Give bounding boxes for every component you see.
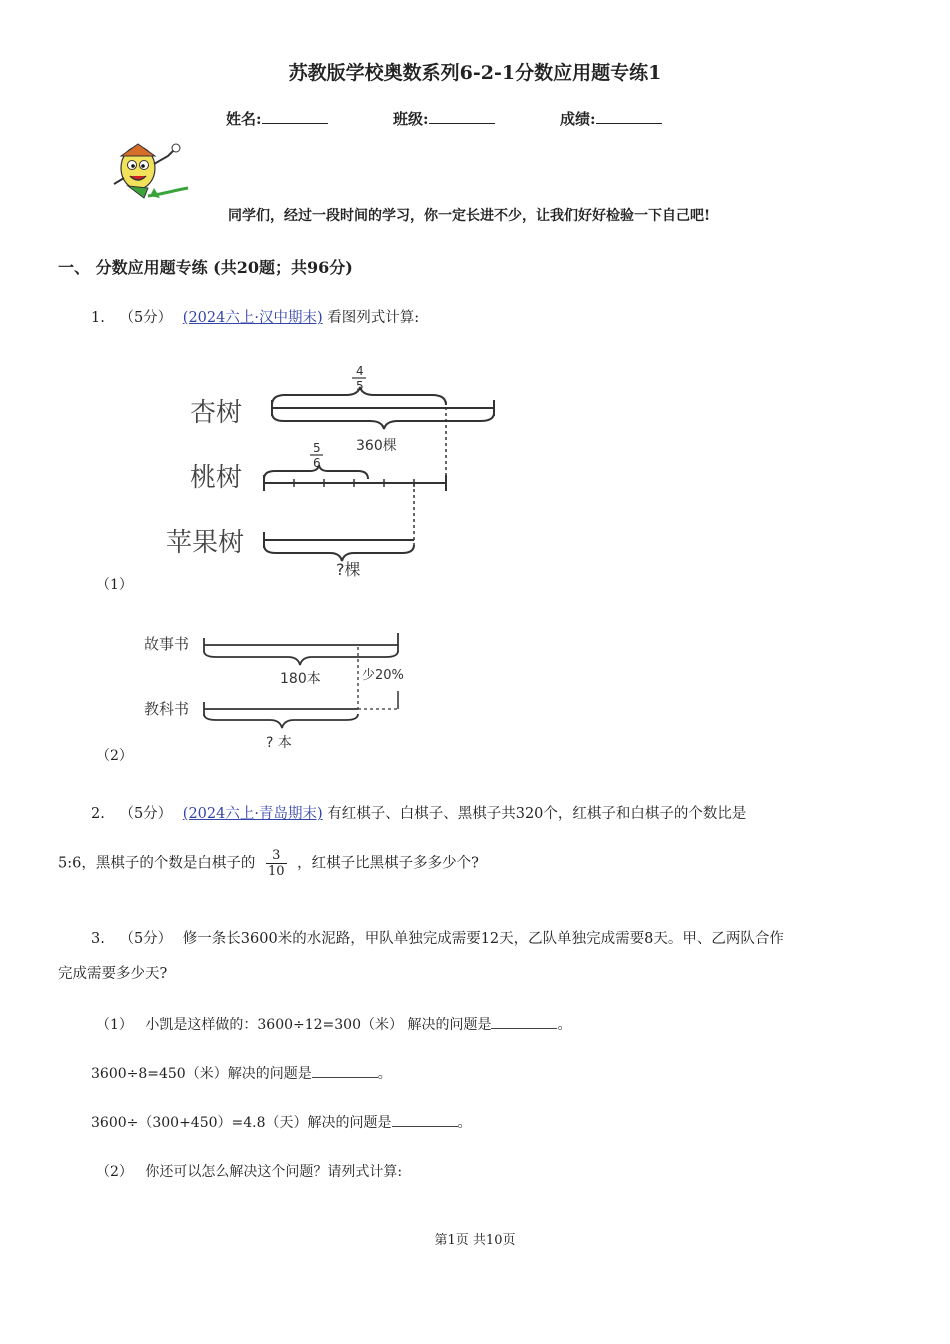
q3-sub2 (96, 1161, 402, 1181)
label-textbooks: 教科书 (144, 700, 190, 718)
label-apricot: 杏树 (190, 398, 243, 428)
q1-text: 看图列式计算: (327, 310, 420, 326)
q3-text-b: 完成需要多少天? (58, 966, 168, 982)
q3-text-a: 修一条长3600米的水泥路，甲队单独完成需要12天，乙队单独完成需要8天。甲、乙两队合作 (182, 931, 784, 947)
name-field[interactable] (226, 108, 328, 129)
q3-sub1 (96, 1014, 571, 1034)
pencil-mascot-icon (108, 138, 192, 204)
q3-sub2-label: （2） (96, 1164, 133, 1180)
name-blank[interactable] (262, 109, 328, 124)
q2-text-c: ，红棋子比黑棋子多多少个? (297, 855, 479, 872)
label-peach: 桃树 (190, 463, 243, 493)
class-blank[interactable] (429, 109, 495, 124)
diagram-tree-bars (160, 355, 505, 585)
q3-sub1-label: （1） (96, 1017, 133, 1033)
label-less-20: 少20% (362, 668, 404, 683)
q2-text-b: 5:6，黑棋子的个数是白棋子的 (58, 855, 256, 872)
question-1 (91, 306, 419, 327)
q3-sub1-text: 小凯是这样做的：3600÷12=300（米） 解决的问题是 (145, 1017, 492, 1033)
q1-number: 1. (91, 310, 105, 326)
q3-sub1-end: 。 (557, 1017, 572, 1033)
question-3 (91, 927, 784, 948)
q1-sub2-label: （2） (96, 748, 133, 764)
class-field[interactable] (393, 108, 495, 129)
frac1-den: 5 (356, 379, 364, 393)
q3-line-3-text: 3600÷（300+450）=4.8（天）解决的问题是 (91, 1115, 392, 1131)
q2-text-a: 有红棋子、白棋子、黑棋子共320个，红棋子和白棋子的个数比是 (327, 806, 747, 822)
q2-line-2 (58, 848, 479, 879)
score-field[interactable] (560, 108, 662, 129)
q3-blank-2[interactable] (312, 1065, 378, 1078)
q3-sub2-text: 你还可以怎么解决这个问题？请列式计算: (145, 1164, 403, 1180)
q2-frac-den: 10 (267, 864, 285, 879)
label-q-trees: ?棵 (336, 560, 361, 579)
q2-frac-num: 3 (266, 848, 287, 864)
q3-line-3-end: 。 (457, 1115, 472, 1131)
frac2-num: 5 (313, 441, 321, 455)
q3-blank-3[interactable] (392, 1114, 458, 1127)
q3-blank-1[interactable] (491, 1016, 557, 1029)
score-label: 成绩: (560, 110, 596, 128)
frac2-den: 6 (313, 456, 321, 470)
score-blank[interactable] (596, 109, 662, 124)
name-label: 姓名: (226, 110, 262, 128)
q3-points: （5分） (119, 931, 173, 947)
q1-points: （5分） (119, 310, 173, 326)
q3-line-3 (91, 1112, 472, 1132)
label-apple: 苹果树 (166, 528, 245, 558)
label-360: 360棵 (356, 438, 397, 454)
q3-line-2-end: 。 (377, 1066, 392, 1082)
page-title: 苏教版学校奥数系列6-2-1分数应用题专练1 (288, 62, 662, 84)
diagram-book-bars (140, 625, 420, 755)
label-q-books: ? 本 (266, 735, 292, 751)
q1-sub1-label: （1） (96, 577, 133, 593)
q3-line-2-text: 3600÷8=450（米）解决的问题是 (91, 1066, 312, 1082)
q3-number: 3. (91, 931, 105, 947)
q2-points: （5分） (119, 806, 173, 822)
section-title: 一、 分数应用题专练 (共20题；共96分) (58, 258, 353, 277)
q2-number: 2. (91, 806, 105, 822)
question-2 (91, 802, 746, 823)
class-label: 班级: (393, 110, 429, 128)
greeting-text: 同学们，经过一段时间的学习，你一定长进不少，让我们好好检验一下自己吧! (228, 208, 711, 224)
q1-source-link[interactable]: (2024六上·汉中期末) (182, 310, 323, 326)
q3-line-2 (91, 1063, 392, 1083)
q2-source-link[interactable]: (2024六上·青岛期末) (182, 806, 323, 822)
q2-fraction (266, 848, 287, 879)
frac1-num: 4 (356, 364, 364, 378)
label-storybooks: 故事书 (144, 635, 190, 653)
label-180: 180本 (280, 671, 321, 687)
page-footer: 第1页 共10页 (434, 1233, 516, 1248)
